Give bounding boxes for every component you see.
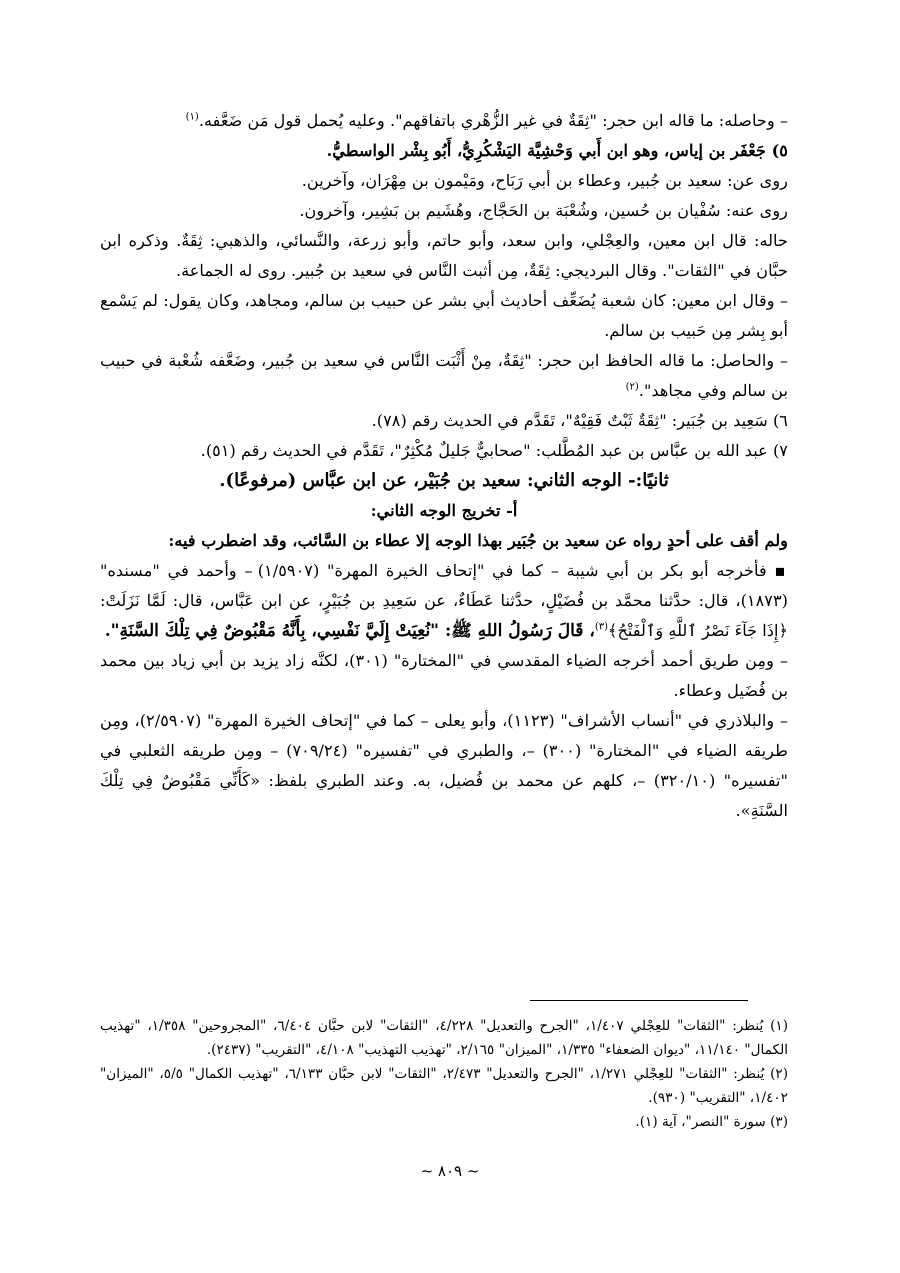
section-heading: ثانيًا:- الوجه الثاني: سعيد بن جُبَيْر، عن ابن عبَّاس (مرفوعًا). xyxy=(219,470,669,491)
paragraph-ibn-maeen: – وقال ابن معين: كان شعبة يُضَعِّف أحاديث أبي بشر عن حبيب بن سالم، ومجاهد، وكان يقول: لم يَسْمع أبو بِشر مِن حَبيب بن سالم. xyxy=(100,291,788,340)
footnote-ref[interactable]: (١) xyxy=(185,111,199,123)
paragraph-text: – وحاصله: ما قاله ابن حجر: "ثِقَةٌ في غير الزُّهْري باتفاقهم". وعليه يُحمل قول مَن ضَعَّفه. xyxy=(198,111,788,130)
footnote-ref[interactable]: (٢) xyxy=(625,381,639,393)
paragraph-baladhuri: – والبلاذري في "أنساب الأشراف" (١١٢٣)، وأبو يعلى – كما في "إتحاف الخيرة المهرة" (٢/٥٩٠٧)، ومِن طريقه الضياء في "المختارة" (٣٠٠) –، والطبري في "تفسيره" (٧٠٩/٢٤) – ومِن طريقه الثعلبي في "تفسيره" (٣٢٠/١٠) –، كلهم عن محمد بن فُضيل، به. وعند الطبري بلفظ: «كَأَنِّي مَقْبُوضٌ فِي تِلْكَ السَّنَةِ». xyxy=(100,711,788,820)
footnote-ref[interactable]: (٣) xyxy=(594,621,608,633)
narrator-said-ibn-jubair: ٦) سَعِيد بن جُبَير: "ثِقَةٌ ثَبْتٌ فَقِيْهٌ"، تَقَدَّم في الحديث رقم (٧٨). xyxy=(371,411,788,430)
narrated-by: روى عنه: سُفْيان بن حُسين، وشُعْبَة بن الحَجَّاج، وهُشَيم بن بَشِير، وآخرون. xyxy=(299,201,788,220)
paragraph-conclusion-2 xyxy=(100,346,788,406)
narrator-status: حاله: قال ابن معين، والعِجْلي، وابن سعد، وأبو حاتم، وأبو زرعة، والنَّسائي، والذهبي: ثِقَةٌ. وذكره ابن حبَّان في "الثقات". وقال البرديجي: ثِقَةٌ، مِن أثبت النَّاس في سعيد بن جُبير. روى له الجماعة. xyxy=(100,231,788,280)
main-text xyxy=(100,106,788,826)
paragraph-text: – والحاصل: ما قاله الحافظ ابن حجر: "ثِقَةٌ، مِنْ أَثْبَت النَّاس في سعيد بن جُبير، وضَعَّفه شُعْبة في حبيب بن سالم وفي مجاهد". xyxy=(100,351,788,400)
paragraph-conclusion-1 xyxy=(100,106,788,136)
footnote-separator xyxy=(530,1000,748,1001)
footnote-2: (٢) يُنظر: "الثقات" للعِجْلي ١/٢٧١، "الجرح والتعديل" ٢/٤٧٣، "الثقات" لابن حبَّان ٦/١٣٣، "تهذيب الكمال" ٥/٥، "الميزان" ١/٤٠٢، "التقريب" (٩٣٠). xyxy=(100,1066,789,1106)
hadith-text: ، قَالَ رَسُولُ اللهِ ﷺ: "نُعِيَتْ إِلَيَّ نَفْسِي، بِأَنَّهُ مَقْبُوضٌ فِي تِلْكَ السَّنَةِ". xyxy=(104,621,595,641)
subsection-heading: أ- تخريج الوجه الثاني: xyxy=(370,501,518,520)
paragraph-text: ▪ فأخرجه أبو بكر بن أبي شيبة – كما في "إتحاف الخيرة المهرة" (١/٥٩٠٧) – وأحمد في "مسنده" (١٨٧٣)، قال: حدَّثنا محمَّد بن فُضَيْلٍ، حدَّثنا عَطَاءٌ، عن سَعِيدِ بن جُبَيْرٍ، عن ابن عَبَّاس، قال: لَمَّا نَزَلَتْ: ﴿إِذَا جَآءَ نَصْرُ ٱللَّهِ وَٱلْفَتْحُ﴾ xyxy=(100,561,789,640)
footnote-3: (٣) سورة "النصر"، آية (١). xyxy=(635,1114,788,1130)
narrator-heading: ٥) جَعْفَر بن إياس، وهو ابن أَبي وَحْشِيَّة اليَشْكُرِيُّ، أَبُو بِشْر الواسطيُّ. xyxy=(326,141,788,160)
paragraph-takhrij xyxy=(100,556,788,646)
paragraph-intro: ولم أقف على أحدٍ رواه عن سعيد بن جُبَير بهذا الوجه إلا عطاء بن السَّائب، وقد اضطرب فيه: xyxy=(168,531,788,550)
paragraph-diya: – ومِن طريق أحمد أخرجه الضياء المقدسي في "المختارة" (٣٠١)، لكنَّه زاد يزيد بن أبي زياد بين محمد بن فُضَيل وعطاء. xyxy=(100,651,789,700)
narrated-from: روى عن: سعيد بن جُبير، وعطاء بن أبي رَبَاح، ومَيْمون بن مِهْرَان، وآخرين. xyxy=(301,171,788,190)
page-number: ~ ٨٠٩ ~ xyxy=(420,1162,480,1180)
footnotes xyxy=(100,1014,788,1134)
footnote-1: (١) يُنظر: "الثقات" للعِجْلي ١/٤٠٧، "الجرح والتعديل" ٤/٢٢٨، "الثقات" لابن حبَّان ٦/٤٠٤، "المجروحين" ١/٣٥٨، "تهذيب الكمال" ١١/١٤٠، "ديوان الضعفاء" ١/٣٣٥، "الميزان" ٢/١٦٥، "تهذيب التهذيب" ٤/١٠٨، "التقريب" (٢٤٣٧). xyxy=(100,1018,789,1058)
narrator-ibn-abbas: ٧) عبد الله بن عبَّاس بن عبد المُطَّلب: "صحابيٌّ جَليلٌ مُكْثِرٌ"، تَقَدَّم في الحديث رقم (٥١). xyxy=(200,441,788,460)
